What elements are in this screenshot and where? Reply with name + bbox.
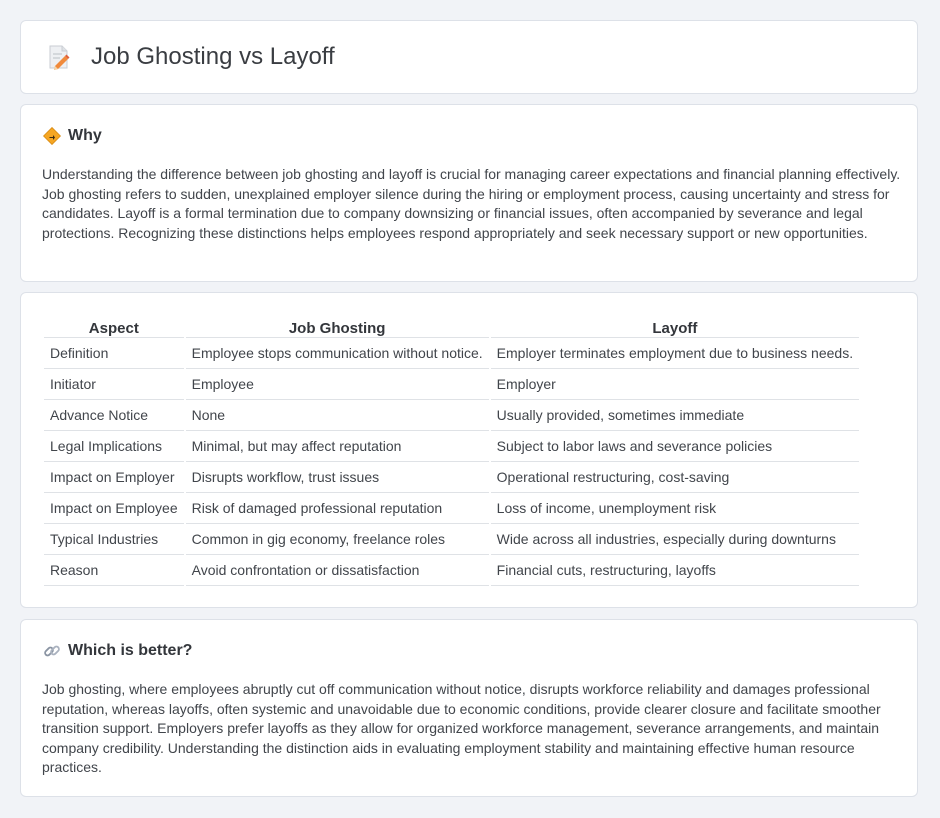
table-cell: Common in gig economy, freelance roles (186, 524, 489, 555)
why-header (43, 127, 102, 145)
table-cell: None (186, 400, 489, 431)
comparison-section (20, 292, 918, 608)
table-cell: Operational restructuring, cost-saving (491, 462, 859, 493)
table-row (44, 493, 859, 524)
table-cell: Usually provided, sometimes immediate (491, 400, 859, 431)
table-cell: Minimal, but may affect reputation (186, 431, 489, 462)
column-header-aspect: Aspect (44, 315, 184, 338)
why-section (20, 104, 918, 282)
table-cell: Reason (44, 555, 184, 586)
why-title: Why (68, 127, 102, 144)
table-cell: Wide across all industries, especially during downturns (491, 524, 859, 555)
link-icon (43, 642, 61, 660)
diamond-sign-icon (43, 127, 61, 145)
table-cell: Impact on Employer (44, 462, 184, 493)
table-cell: Employer (491, 369, 859, 400)
column-header-layoff: Layoff (491, 315, 859, 338)
table-row (44, 431, 859, 462)
better-body: Job ghosting, where employees abruptly cut off communication without notice, disrupts workforce reliability and damages professional reputation, whereas layoffs, often systemic and unavoidable due to economic conditions, provide clearer closure and facilitate smoother transition support. Employers prefer layoffs as they allow for organized workforce management, severance arrangements, and maintain company credibility. Understanding the distinction aids in evaluating employment stability and maintaining effective human resource practices. (42, 681, 881, 776)
table-header-row (44, 315, 859, 338)
why-body: Understanding the difference between job ghosting and layoff is crucial for managing career expectations and financial planning effectively. Job ghosting refers to sudden, unexplained employer silence during the hiring or employment process, causing uncertainty and stress for candidates. Layoff is a formal termination due to company downsizing or financial issues, often accompanied by severance and legal protections. Recognizing these distinctions helps employees respond appropriately and seek necessary support or new opportunities. (42, 166, 901, 241)
which-is-better-section (20, 619, 918, 797)
table-cell: Financial cuts, restructuring, layoffs (491, 555, 859, 586)
better-header (43, 642, 192, 660)
table-cell: Subject to labor laws and severance policies (491, 431, 859, 462)
table-row (44, 369, 859, 400)
document-pencil-icon (47, 44, 71, 70)
table-cell: Employee (186, 369, 489, 400)
table-cell: Risk of damaged professional reputation (186, 493, 489, 524)
table-row (44, 555, 859, 586)
table-cell: Definition (44, 338, 184, 369)
page-title: Job Ghosting vs Layoff (91, 43, 335, 70)
table-cell: Disrupts workflow, trust issues (186, 462, 489, 493)
better-title: Which is better? (68, 642, 193, 659)
table-cell: Impact on Employee (44, 493, 184, 524)
table-cell: Legal Implications (44, 431, 184, 462)
table-cell: Typical Industries (44, 524, 184, 555)
table-cell: Initiator (44, 369, 184, 400)
table-cell: Avoid confrontation or dissatisfaction (186, 555, 489, 586)
table-row (44, 524, 859, 555)
column-header-job-ghosting: Job Ghosting (186, 315, 489, 338)
table-row (44, 400, 859, 431)
title-row (47, 43, 335, 71)
table-row (44, 338, 859, 369)
title-card (20, 20, 918, 94)
table-cell: Loss of income, unemployment risk (491, 493, 859, 524)
table-cell: Employee stops communication without notice. (186, 338, 489, 369)
table-cell: Advance Notice (44, 400, 184, 431)
table-cell: Employer terminates employment due to business needs. (491, 338, 859, 369)
comparison-table (42, 315, 861, 586)
table-row (44, 462, 859, 493)
